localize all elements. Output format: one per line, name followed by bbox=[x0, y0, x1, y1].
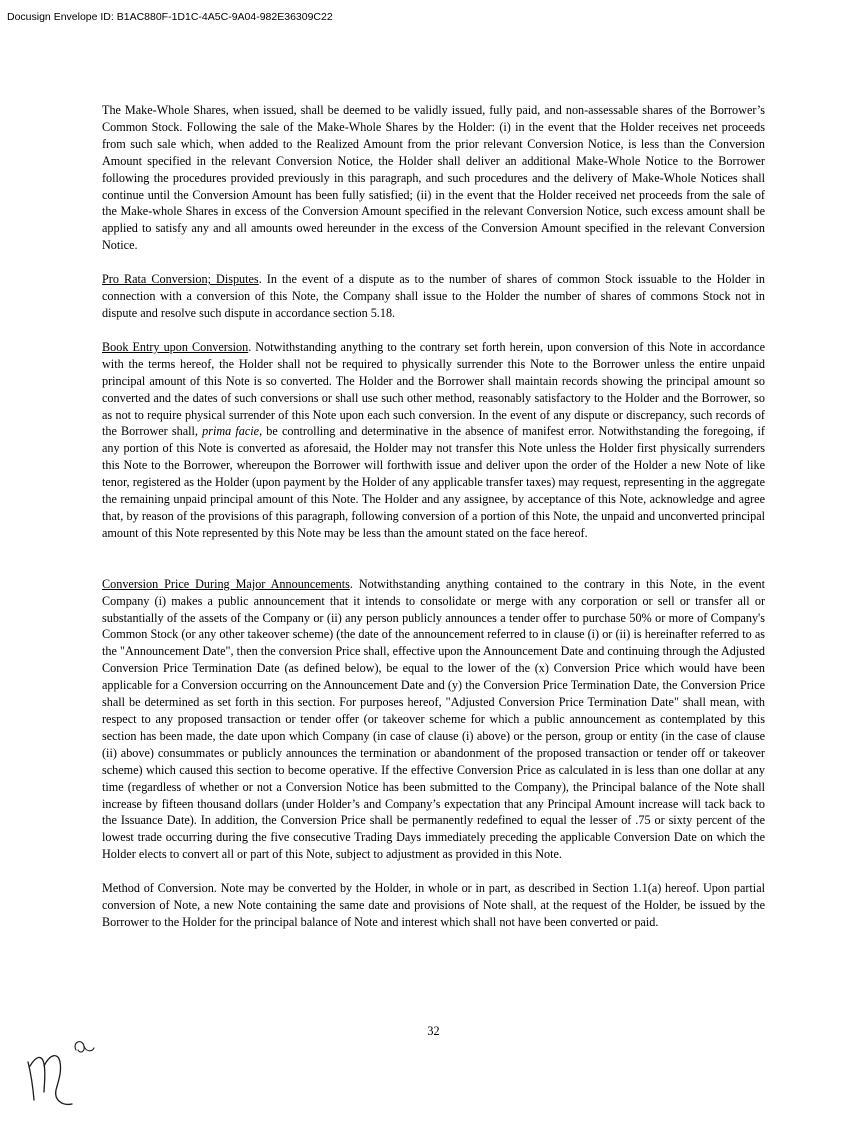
heading-pro-rata-conversion: Pro Rata Conversion; Disputes bbox=[102, 272, 259, 287]
heading-book-entry: Book Entry upon Conversion bbox=[102, 339, 249, 354]
docusign-envelope-id: Docusign Envelope ID: B1AC880F-1D1C-4A5C-9A04-982E36309C22 bbox=[7, 11, 333, 23]
paragraph-book-entry-text-a: . Notwithstanding anything to the contrary set forth herein, upon conversion of this Note in accordance with the terms hereof, the Holder shall not be required to physically surrender this Note to the Borrower unless the entire unpaid principal amount of this Note is so converted. The Holder and the Borrower shall maintain records showing the principal amount so converted and the dates of such conversions or shall use such other method, reasonably satisfactory to the Holder and the Borrower, so as not to require physical surrender of this Note upon each such conversion. In the event of any dispute or discrepancy, such records of the Borrower shall, bbox=[102, 339, 765, 439]
page-number: 32 bbox=[427, 1024, 440, 1038]
paragraph-method-of-conversion: Method of Conversion. Note may be converted by the Holder, in whole or in part, as described in Section 1.1(a) hereof. Upon partial conversion of Note, a new Note containing the same date and provisions of Note shall, at the request of the Holder, be issued by the Borrower to the Holder for the principal balance of Note and interest which shall not have been converted or paid. bbox=[102, 881, 765, 929]
paragraph-pro-rata-conversion bbox=[102, 271, 765, 322]
heading-conversion-price-announcements: Conversion Price During Major Announcements bbox=[102, 576, 350, 591]
paragraph-make-whole-shares: The Make-Whole Shares, when issued, shall be deemed to be validly issued, fully paid, and non-assessable shares of the Borrower’s Common Stock. Following the sale of the Make-Whole Shares by the Holder: (i) in the event that the Holder receives net proceeds from such sale which, when added to the Realized Amount from the prior relevant Conversion Notice, is less than the Conversion Amount specified in the relevant Conversion Notice, the Holder shall deliver an additional Make-Whole Notice to the Borrower following the procedures provided previously in this paragraph, and such procedures and the delivery of Make-Whole Notices shall continue until the Conversion Amount has been fully satisfied; (ii) in the event that the Holder received net proceeds from the sale of the Make-whole Shares in excess of the Conversion Amount specified in the relevant Conversion Notice, such excess amount shall be applied to satisfy any and all amounts owed hereunder in the excess of the Conversion Amount specified in the relevant Conversion Notice. bbox=[102, 103, 765, 253]
paragraph-book-entry-text-b: be controlling and determinative in the absence of manifest error. Notwithstanding the foregoing, if any portion of this Note is converted as aforesaid, the Holder may not transfer this Note unless the Holder first physically surrenders this Note to the Borrower, whereupon the Borrower will forthwith issue and deliver upon the order of the Holder a new Note of like tenor, registered as the Holder (upon payment by the Holder of any applicable transfer taxes) may request, representing in the aggregate the remaining unpaid principal amount of this Note. The Holder and any assignee, by acceptance of this Note, acknowledge and agree that, by reason of the provisions of this paragraph, following conversion of a portion of this Note, the unpaid and unconverted principal amount of this Note represented by this Note may be less than the amount stated on the face hereof. bbox=[102, 424, 765, 540]
handwritten-initials-signature bbox=[22, 1032, 122, 1110]
paragraph-conversion-price-announcements bbox=[102, 576, 765, 863]
paragraph-pro-rata-text: . In the event of a dispute as to the number of shares of common Stock issuable to the Holder in connection with a conversion of this Note, the Company shall issue to the Holder the number of shares of commons Stock not in dispute and resolve such dispute in accordance section 5.18. bbox=[102, 272, 765, 320]
document-body bbox=[102, 102, 765, 931]
italic-prima-facie: prima facie, bbox=[202, 424, 263, 439]
paragraph-conversion-price-text: . Notwithstanding anything contained to the contrary in this Note, in the event Company (i) makes a public announcement that it intends to consolidate or merge with any corporation or sell or transfer all or substantially of the assets of the Company or (ii) any person publicly announces a tender offer to purchase 50% or more of Company's Common Stock (or any other takeover scheme) (the date of the announcement referred to in clause (i) or (ii) is hereinafter referred to as the "Announcement Date", then the conversion Price shall, effective upon the Announcement Date and continuing through the Adjusted Conversion Price Termination Date (as defined below), be equal to the lower of the (x) Conversion Price which would have been applicable for a Conversion occurring on the Announcement Date and (y) the Conversion Price Termination Date, the Conversion Price shall be determined as set forth in this section. For purposes hereof, "Adjusted Conversion Price Termination Date" shall mean, with respect to any proposed transaction or tender offer (or takeover scheme for which a public announcement as contemplated by this section has been made, the date upon which Company (in case of clause (i) above) or the person, group or entity (in the case of clause (ii) above) consummates or publicly announces the termination or abandonment of the proposed transaction or tender off or takeover scheme) which caused this section to become operative. If the effective Conversion Price as calculated in is less than one dollar at any time (regardless of whether or not a Conversion Notice has been submitted to the Company), the Principal balance of the Note shall increase by fifteen thousand dollars (under Holder’s and Company’s expectation that any Principal Amount increase will tack back to the Issuance Date). In addition, the Conversion Price shall be permanently redefined to equal the lesser of .75 or sixty percent of the lowest trade occurring during the five consecutive Trading Days immediately preceding the applicable Conversion Date on which the Holder elects to convert all or part of this Note, subject to adjustment as provided in this Note. bbox=[102, 576, 765, 862]
paragraph-book-entry bbox=[102, 339, 765, 542]
